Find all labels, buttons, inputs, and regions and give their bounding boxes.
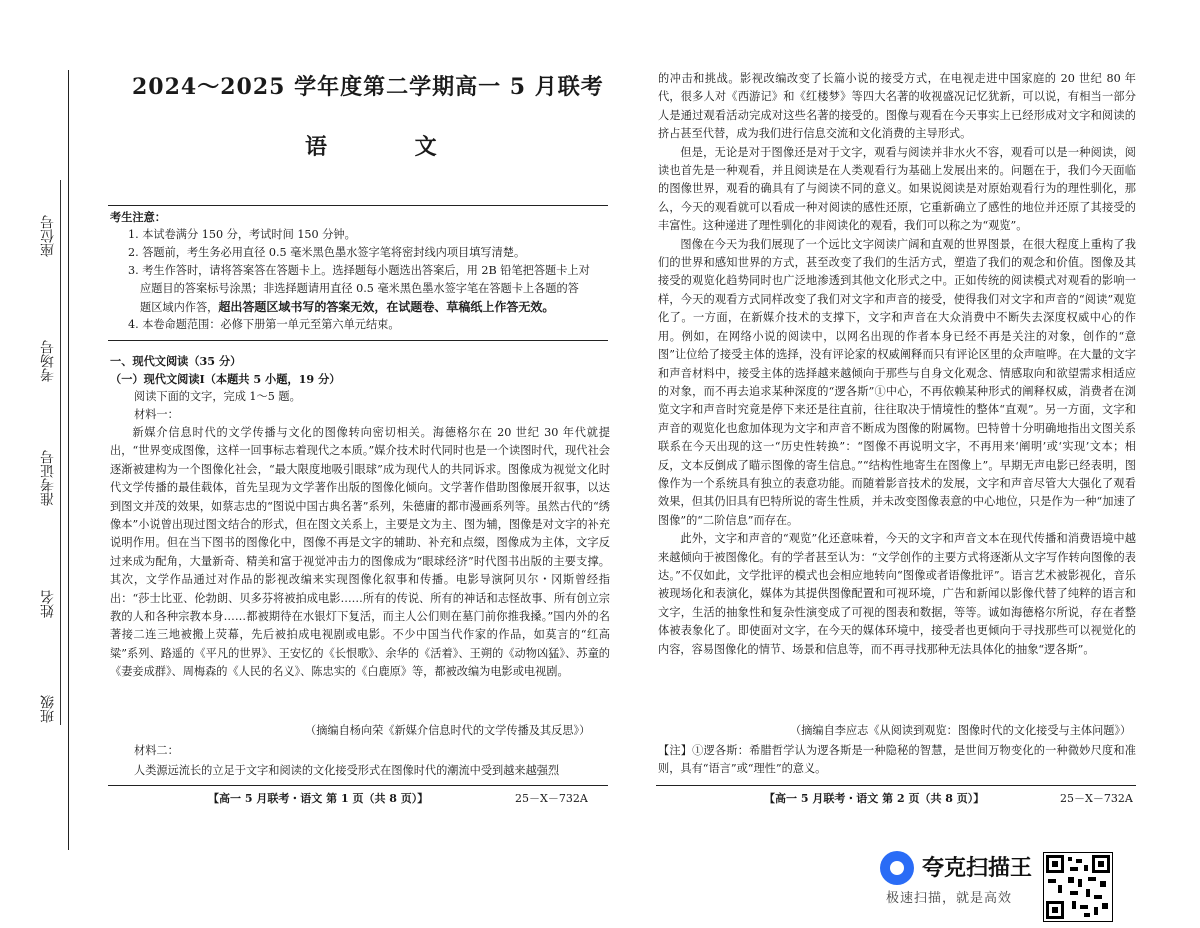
right-note-text: 【注】①逻各斯：希腊哲学认为逻各斯是一种隐秘的智慧，是世间万物变化的一种微妙尺度和准则，具有“语言”或“理性”的意义。 xyxy=(658,744,1136,776)
right-footer-center: 【高一 5 月联考・语文 第 2 页（共 8 页）】 xyxy=(764,792,985,805)
notice-4: 4. 本卷命题范围：必修下册第一单元至第六单元结束。 xyxy=(128,318,400,331)
instruction: 阅读下面的文字，完成 1～5 题。 xyxy=(134,390,301,403)
notice-3: 3. 考生作答时，请将答案答在答题卡上。选择题每小题选出答案后，用 2B 铅笔把答题卡上对 xyxy=(128,264,590,277)
right-paragraph-2: 但是，无论是对于图像还是对于文字，观看与阅读并非水火不容，观看可以是一种阅读，阅读也首先是一种观看，并且阅读是在人类观看行为基础上发展出来的。问题在于，我们今天面临的图像世界，观看的确具有了与阅读不同的意义。如果说阅读是对原始观看行为的理性驯化，那么，今天的观看就可以看成一种对阅读的感性还原，它重新确立了感性的地位并还原了其接受的丰富性。这种递进了理性驯化的非阅读化的观看，我们可以称之为“观览”。 xyxy=(658,145,1136,233)
side-label-room: 考场号 xyxy=(40,340,56,382)
subsection-heading: （一）现代文阅读Ⅰ（本题共 5 小题，19 分） xyxy=(110,372,341,386)
notice-top-rule xyxy=(108,205,608,206)
material2-first-line: 人类源远流长的立足于文字和阅读的文化接受形式在图像时代的潮流中受到越来越强烈 xyxy=(134,764,560,777)
notice-1: 1. 本试卷满分 150 分，考试时间 150 分钟。 xyxy=(128,228,356,241)
material1-paragraph: 新媒介信息时代的文学传播与文化的图像转向密切相关。海德格尔在 20 世纪 30 年代就提出，“世界变成图像，这样一回事标志着现代之本质。”媒介技术时代同时也是一个读图时代，现代社会逐渐被建构为一个图像化社会，“最大限度地吸引眼球”成为现代人的共同诉求。图像成为视觉文化时代文学传播的最佳载体，首先呈现为文学著作出版的图像化倾向。文学著作借助图像展开叙事，以达到图文并茂的效果，如蔡志忠的“图说中国古典名著”系列，朱德庸的都市漫画系列等。虽然古代的“绣像本”小说曾出现过图文结合的形式，但在图文关系上，主要是文为主、图为辅，图像是对文字的补充说明作用。但在当下图书的图像化中，图像不再是文字的辅助、补充和点缀，图像成为主体，文字反过来成为配角，大量新奇、精美和富于视觉冲击力的图像成为“眼球经济”时代图书出版的主要支撑。其次，文学作品通过对作品的影视改编来实现图像化叙事和传播。电影导演阿贝尔・冈斯曾经指出：“莎士比亚、伦勃朗、贝多芬将被拍成电影……所有的传说、所有的神话和志怪故事、所有创立宗教的人和各种宗教本身……都被期待在水银灯下复活，而主人公们则在墓门前你推我搡。”国内外的名著接二连三地被搬上荧幕，先后被拍成电视剧或电影。不少中国当代作家的作品，如莫言的“红高粱”系列、路遥的《平凡的世界》、王安忆的《长恨歌》、余华的《活着》、王朔的《动物凶猛》、苏童的《妻妾成群》、周梅森的《人民的名义》、陈忠实的《白鹿原》等，都被改编为电影或电视剧。 xyxy=(110,426,610,679)
side-label-name: 姓名 xyxy=(40,590,56,618)
right-source: （摘编自李应志《从阅读到观览：图像时代的文化接受与主体问题》） xyxy=(790,724,1132,737)
right-paragraph-4: 此外，文字和声音的“观览”化还意味着，今天的文字和声音文本在现代传播和消费语境中越来越倾向于被图像化。有的学者甚至认为：“文学创作的主要方式将逐渐从文字写作转向图像的表达。”不仅如此，文学批评的模式也会相应地转向“图像或者语像批评”。语言艺术被影视化，音乐被现场化和表演化，媒体为其提供图像配置和可视环境，广告和新闻以影像代替了纯粹的语言和文字，生活的抽象性和复杂性演变成了可视的图表和数据，等等。诚如海德格尔所说，存在者整体被表象化了。即使面对文字，在今天的媒体环境中，接受者也更倾向于寻找那些可以视觉化的内容，容易图像化的情节、场景和信息等，而不再寻找那种无法具体化的抽象“逻各斯”。 xyxy=(658,532,1136,656)
watermark-slogan: 极速扫描，就是高效 xyxy=(886,891,1013,906)
scanner-watermark xyxy=(880,845,1033,915)
notice-3c xyxy=(140,298,554,317)
right-footer-code: 25－X－732A xyxy=(1060,792,1133,805)
section-heading: 一、现代文阅读（35 分） xyxy=(110,354,242,368)
left-footer-rule xyxy=(108,785,608,786)
right-paragraph-1: 的冲击和挑战。影视改编改变了长篇小说的接受方式，在电视走进中国家庭的 20 世纪 80 年代，很多人对《西游记》和《红楼梦》等四大名著的收视盛况记忆犹新，可以说，有相当一部分人是通过观看活动完成对这些名著的接受的。图像与观看在今天事实上已经形成对文字和阅读的挤占甚至代替，成为我们进行信息交流和文化消费的主导形式。 xyxy=(658,72,1136,141)
binding-line xyxy=(68,70,69,850)
material1-label: 材料一： xyxy=(134,408,179,421)
right-note xyxy=(658,742,1136,779)
right-footer-rule xyxy=(656,785,1136,786)
notice-bottom-rule xyxy=(108,340,608,341)
material1-body xyxy=(110,424,610,682)
notice-3b: 应题目的答案标号涂黑；非选择题请用直径 0.5 毫米黑色墨水签字笔在答题卡上各题的答 xyxy=(140,282,579,295)
material2-label: 材料二： xyxy=(134,744,179,757)
watermark-brand: 夸克扫描王 xyxy=(922,856,1033,881)
side-divider xyxy=(60,180,61,725)
right-paragraph-3: 图像在今天为我们展现了一个远比文字阅读广阔和直观的世界图景，在很大程度上重构了我们的世界和感知世界的方式，甚至改变了我们的生活方式，塑造了我们的观念和价值。图像及其接受的观览化趋势同时也广泛地渗透到其他文化形式之中。正如传统的阅读模式对观看的影响一样，今天的观看方式同样改变了我们对文字和声音的接受，使得我们对文字和声音的“阅读”观览化了。一方面，在新媒介技术的支撑下，文字和声音在大众消费中不断失去深度权威中心的作用。例如，在网络小说的阅读中，以网名出现的作者本身已经不再是关注的对象，创作的“意图”让位给了接受主体的选择，没有评论家的权威阐释而只有评论区里的众声喧哗。在大量的文字和声音材料中，接受主体的选择越来越倾向于那些与自身文化观念、情感取向和欲望需求相适应的对象，而不再去追求某种深度的“逻各斯”①中心，不再依赖某种形式的阐释权威，消费者在浏览文字和声音时究竟是停下来还是往直前，往往取决于情境性的整体“直观”。另一方面，文字和声音的观览化也愈加体现为文字和声音不断成为图像的附属物。巴特曾十分明确地指出文图关系联系在今天出现的这一“历史性转换”：“图像不再说明文字，不再用来‘阐明’或‘实现’文本；相反，文本反倒成了瞄示图像的寄生信息。”“结构性地寄生在图像上”。早期无声电影已经表明，图像作为一个系统具有独立的表意功能。而随着影音技术的发展，文字和声音尽管大大强化了观看效果，但其仍旧具有巴特所说的寄生性质，并未改变图像表意的中心地位，只是作为一种“加速了图像”的“二阶信息”而存在。 xyxy=(658,237,1136,527)
qr-code-icon xyxy=(1043,852,1113,922)
left-footer-center: 【高一 5 月联考・语文 第 1 页（共 8 页）】 xyxy=(208,792,429,805)
exam-title: 2024～2025 学年度第二学期高一 5 月联考 xyxy=(132,74,604,100)
notice-title: 考生注意： xyxy=(110,210,166,224)
notice-emphasis: 超出答题区域书写的答案无效，在试题卷、草稿纸上作答无效。 xyxy=(218,300,555,314)
material1-source: （摘编自杨向荣《新媒介信息时代的文学传播及其反思》） xyxy=(305,724,591,737)
side-label-ticket: 准考证号 xyxy=(40,450,56,506)
quark-logo-icon xyxy=(880,851,914,885)
left-footer-code: 25－X－732A xyxy=(515,792,588,805)
notice-3c-text: 题区域内作答， xyxy=(140,301,219,314)
side-label-class: 班级 xyxy=(40,695,56,723)
right-body xyxy=(658,70,1136,659)
notice-2: 2. 答题前，考生务必用直径 0.5 毫米黑色墨水签字笔将密封线内项目填写清楚。 xyxy=(128,246,526,259)
side-label-seat: 座位号 xyxy=(40,215,56,257)
subject-title: 语 文 xyxy=(305,134,477,160)
